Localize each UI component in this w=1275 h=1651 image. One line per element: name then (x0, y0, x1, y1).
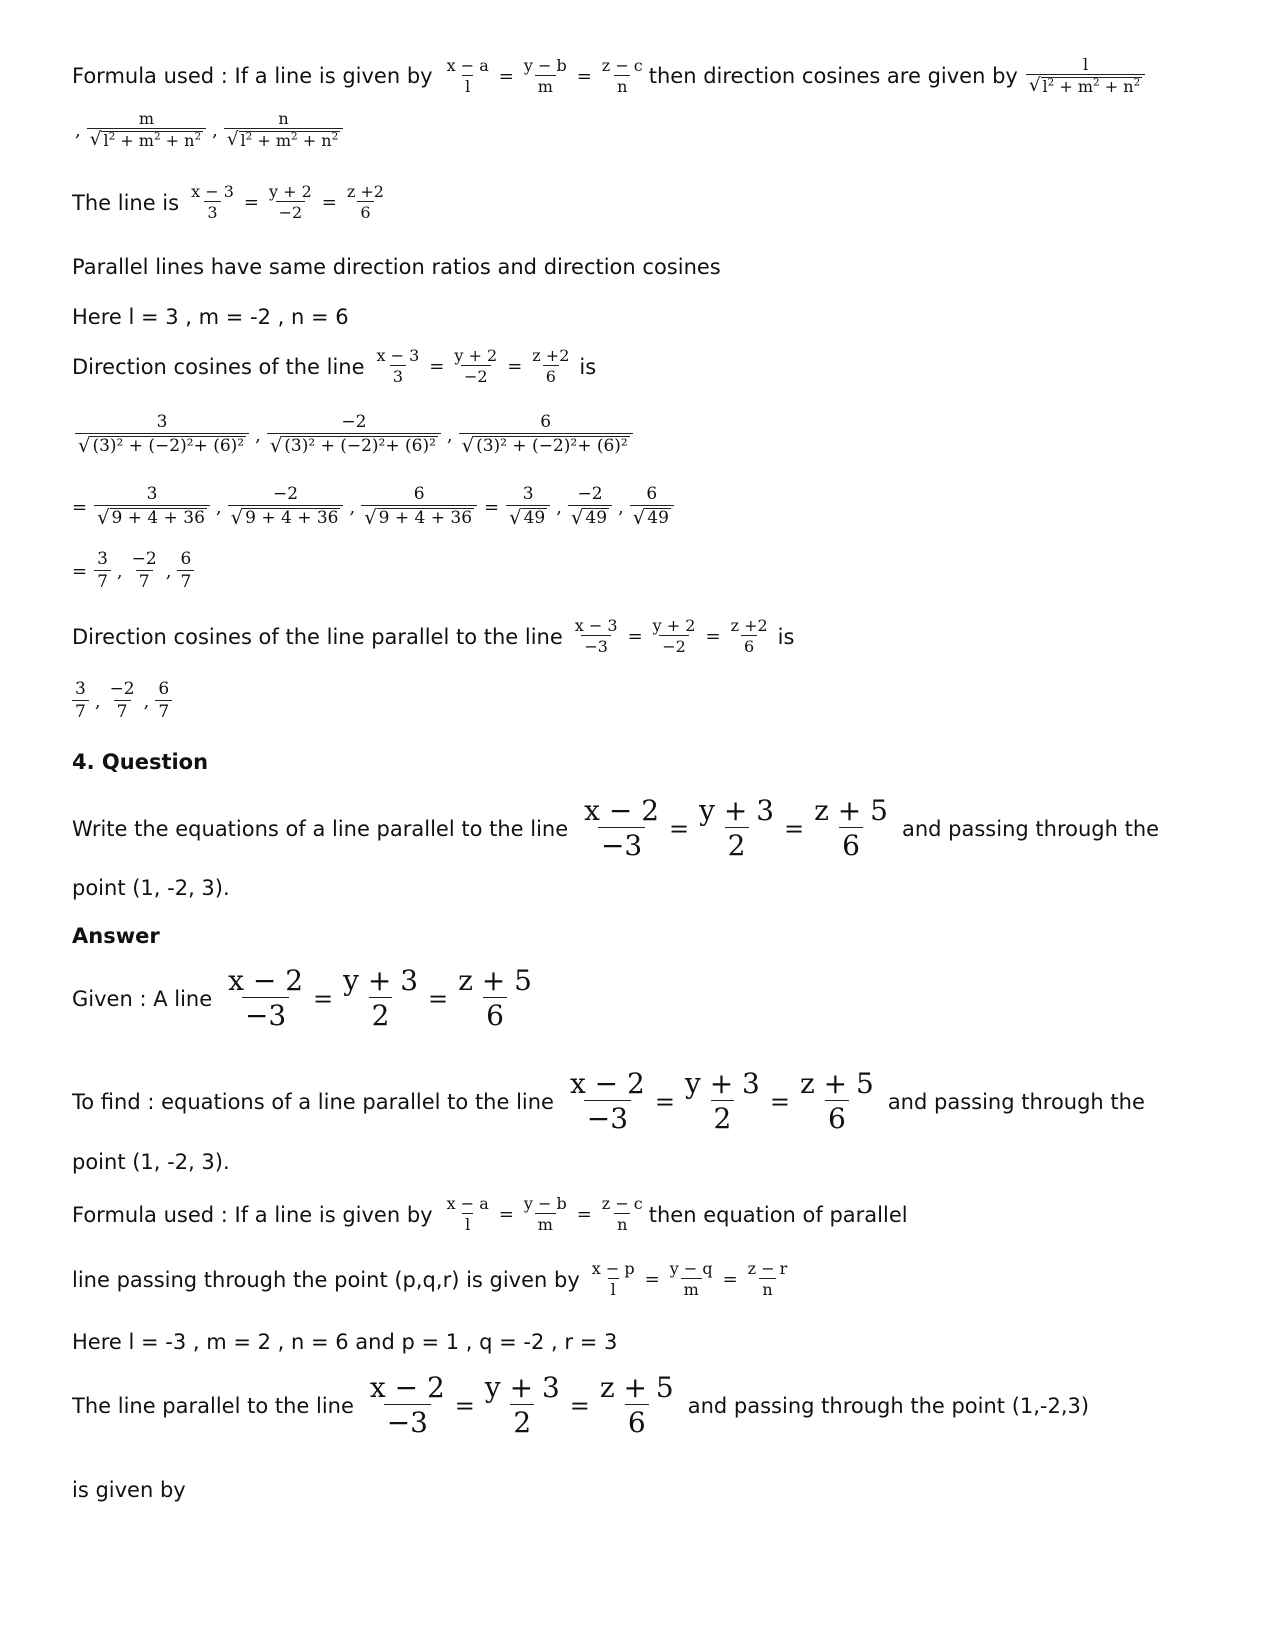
text-span: Direction cosines of the line parallel to the line (72, 624, 563, 649)
math-fraction: 6 √ 49 (630, 485, 674, 529)
dc-l-fraction: l √ $l^2 + m^2 + n^2$ (1026, 56, 1145, 97)
math-fraction: −2 √ (3)² + (−2)²+ (6)² (267, 413, 441, 457)
dc-result (72, 680, 175, 722)
equals-sign: = (627, 626, 643, 648)
equals-sign: = (576, 65, 592, 87)
question-text (72, 795, 1159, 862)
math-fraction: −2 7 (109, 679, 135, 722)
frac-z-c: $\frac{z - c}{n}$ (601, 55, 643, 96)
equals-sign: = (429, 356, 445, 378)
math-fraction: $\frac{z + 5}{6}$ (814, 794, 888, 863)
text-span: Direction cosines of the line (72, 354, 365, 379)
text-span: and passing through the (901, 816, 1160, 841)
dc-step3 (72, 550, 197, 592)
is-given-by (72, 1478, 186, 1502)
math-fraction: $\frac{y - q}{m}$ (669, 1259, 713, 1300)
to-find-line-2 (72, 1150, 230, 1174)
math-fraction: $\frac{y + 3}{2}$ (343, 964, 419, 1033)
equals-sign: = (484, 496, 500, 518)
math-fraction: $\frac{z - r}{n}$ (747, 1259, 788, 1300)
text-span: line passing through the point (p,q,r) is given by (72, 1267, 580, 1292)
math-fraction: 3 7 (72, 680, 89, 722)
equals-sign: = (498, 65, 514, 87)
equals-sign: = (507, 356, 523, 378)
equals-sign: = (669, 814, 690, 843)
dc-m-fraction: m √ $l^2 + m^2 + n^2$ (87, 110, 206, 151)
math-fraction: 3 √ (3)² + (−2)²+ (6)² (75, 413, 249, 457)
line-frac-y: $\frac{y + 2}{-2}$ (268, 182, 312, 223)
math-fraction: −2 √ 49 (568, 485, 612, 529)
to-find-line (72, 1068, 1145, 1135)
square-root-icon: √ (461, 433, 475, 457)
text-span: point (1, -2, 3). (72, 876, 230, 900)
math-fraction: $\frac{z +2}{6}$ (532, 346, 570, 387)
comma-separator: , (212, 119, 218, 141)
square-root-icon: √ (364, 505, 377, 529)
here-values-1 (72, 305, 349, 329)
math-fraction: 3 √ 9 + 4 + 36 (94, 485, 210, 529)
answer-heading (72, 924, 160, 948)
math-fraction: 3 √ 49 (506, 485, 550, 529)
math-fraction: $\frac{x - 3}{-3}$ (574, 616, 618, 657)
math-fraction: $\frac{x - 2}{-3}$ (228, 964, 304, 1033)
text-span: The line is (72, 190, 180, 215)
square-root-icon: √ (226, 129, 239, 151)
comma-separator: , (215, 496, 222, 518)
text-span: Given : A line (72, 986, 213, 1011)
text-span: Here l = 3 , m = -2 , n = 6 (72, 305, 349, 329)
math-fraction: −2 √ 9 + 4 + 36 (228, 485, 344, 529)
dc-parallel (72, 617, 794, 657)
comma-separator: , (446, 424, 453, 446)
math-fraction: $\frac{y + 3}{2}$ (699, 794, 775, 863)
math-fraction: $\frac{x - 2}{-3}$ (369, 1371, 445, 1440)
here-values-2 (72, 1330, 617, 1354)
line-frac-x: $\frac{x - 3}{3}$ (191, 182, 234, 223)
math-fraction: $\frac{y + 3}{2}$ (484, 1371, 560, 1440)
comma-separator: , (116, 560, 123, 582)
equals-sign: = (569, 1391, 590, 1420)
comma-separator: , (255, 424, 261, 446)
equals-sign: = (784, 814, 805, 843)
equals-sign: = (313, 984, 334, 1013)
final-line (72, 1372, 1089, 1439)
square-root-icon: √ (89, 129, 102, 151)
math-fraction: $\frac{x - 2}{-3}$ (569, 1067, 645, 1136)
text-span: Here l = -3 , m = 2 , n = 6 and p = 1 , q = -2 , r = 3 (72, 1330, 618, 1354)
text-span: Formula used : If a line is given by (72, 1202, 433, 1227)
math-fraction: $\frac{x - 3}{3}$ (376, 346, 420, 387)
text-span: Parallel lines have same direction ratios and direction cosines (72, 255, 721, 279)
formula-parallel-2 (72, 1260, 793, 1300)
comma-separator: , (143, 690, 150, 712)
comma-separator: , (75, 119, 81, 141)
given-line (72, 965, 538, 1032)
formula-parallel (72, 1195, 908, 1235)
square-root-icon: √ (269, 433, 283, 457)
comma-separator: , (556, 496, 562, 518)
math-fraction: $\frac{3}{7}$ (94, 550, 111, 592)
comma-separator: , (94, 690, 101, 712)
math-fraction: $\frac{z + 5}{6}$ (458, 964, 532, 1033)
dc-expanded (72, 413, 636, 457)
math-fraction: 6 7 (155, 680, 172, 722)
equals-sign: = (705, 626, 721, 648)
question-text-2 (72, 876, 230, 900)
text-span: is (777, 624, 795, 649)
equals-sign: = (454, 1391, 475, 1420)
equals-sign: = (428, 984, 449, 1013)
square-root-icon: √ (230, 505, 244, 529)
text-span: is given by (72, 1478, 186, 1502)
equals-sign: = (321, 192, 337, 214)
math-fraction: $\frac{x - p}{l}$ (591, 1259, 635, 1300)
frac-y-b: $\frac{y - b}{m}$ (523, 55, 567, 96)
dc-of-line (72, 347, 596, 387)
text-span: The line parallel to the line (72, 1393, 354, 1418)
math-fraction: $\frac{x - a}{l}$ (446, 1194, 489, 1235)
formula-middle: then direction cosines are given by (648, 64, 1018, 89)
square-root-icon: √ (97, 505, 110, 529)
equals-sign: = (72, 496, 88, 518)
dc-n-fraction: n √ $l^2 + m^2 + n^2$ (224, 110, 343, 151)
math-fraction: −2 7 (131, 549, 157, 592)
frac-x-a: $\frac{x - a}{l}$ (446, 55, 489, 96)
formula-prefix: Formula used : If a line is given by (72, 64, 433, 89)
text-span: and passing through the (887, 1089, 1145, 1114)
dc-step2 (72, 485, 677, 529)
square-root-icon: √ (509, 505, 522, 529)
equals-sign: = (576, 1204, 592, 1226)
text-span: Write the equations of a line parallel to the line (72, 816, 569, 841)
square-root-icon: √ (78, 433, 91, 457)
equals-sign: = (644, 1269, 660, 1291)
line-frac-z: $\frac{z +2}{6}$ (346, 182, 384, 223)
square-root-icon: √ (570, 505, 584, 529)
math-fraction: $\frac{z - c}{n}$ (601, 1194, 643, 1235)
parallel-text (72, 255, 721, 279)
math-fraction: 6 7 (177, 550, 194, 592)
square-root-icon: √ (632, 505, 646, 529)
equals-sign: = (722, 1269, 738, 1291)
math-fraction: $\frac{z + 5}{6}$ (599, 1371, 674, 1440)
question-heading (72, 750, 208, 774)
formula-dc-line (72, 56, 1148, 97)
math-fraction: $\frac{z +2}{6}$ (730, 616, 768, 657)
math-fraction: $\frac{y - b}{m}$ (523, 1194, 567, 1235)
math-fraction: $\frac{y + 3}{2}$ (684, 1067, 760, 1136)
text-span: To find : equations of a line parallel to the line (72, 1089, 554, 1114)
square-root-icon: √ (1028, 75, 1041, 97)
math-fraction: $\frac{x - 2}{-3}$ (584, 794, 660, 863)
line-is (72, 183, 390, 223)
text-span: then equation of parallel (648, 1202, 908, 1227)
comma-separator: , (618, 496, 624, 518)
math-fraction: $\frac{z + 5}{6}$ (799, 1067, 874, 1136)
equals-sign: = (243, 192, 259, 214)
math-fraction: 6 √ 9 + 4 + 36 (361, 485, 477, 529)
text-span: Answer (72, 924, 160, 948)
text-span: point (1, -2, 3). (72, 1150, 230, 1174)
comma-separator: , (165, 560, 172, 582)
math-fraction: $\frac{y + 2}{-2}$ (454, 346, 498, 387)
math-fraction: 6 √ (3)² + (−2)²+ (6)² (459, 413, 633, 457)
equals-sign: = (498, 1204, 514, 1226)
equals-sign: = (654, 1087, 675, 1116)
text-span: 4. Question (72, 750, 209, 774)
text-span: and passing through the point (1,-2,3) (687, 1393, 1090, 1418)
comma-separator: , (349, 496, 356, 518)
text-span: is (579, 354, 597, 379)
math-fraction: $\frac{y + 2}{-2}$ (652, 616, 696, 657)
equals-sign: = (769, 1087, 790, 1116)
equals-sign: = (72, 560, 88, 582)
formula-dc-line-2 (72, 110, 346, 151)
